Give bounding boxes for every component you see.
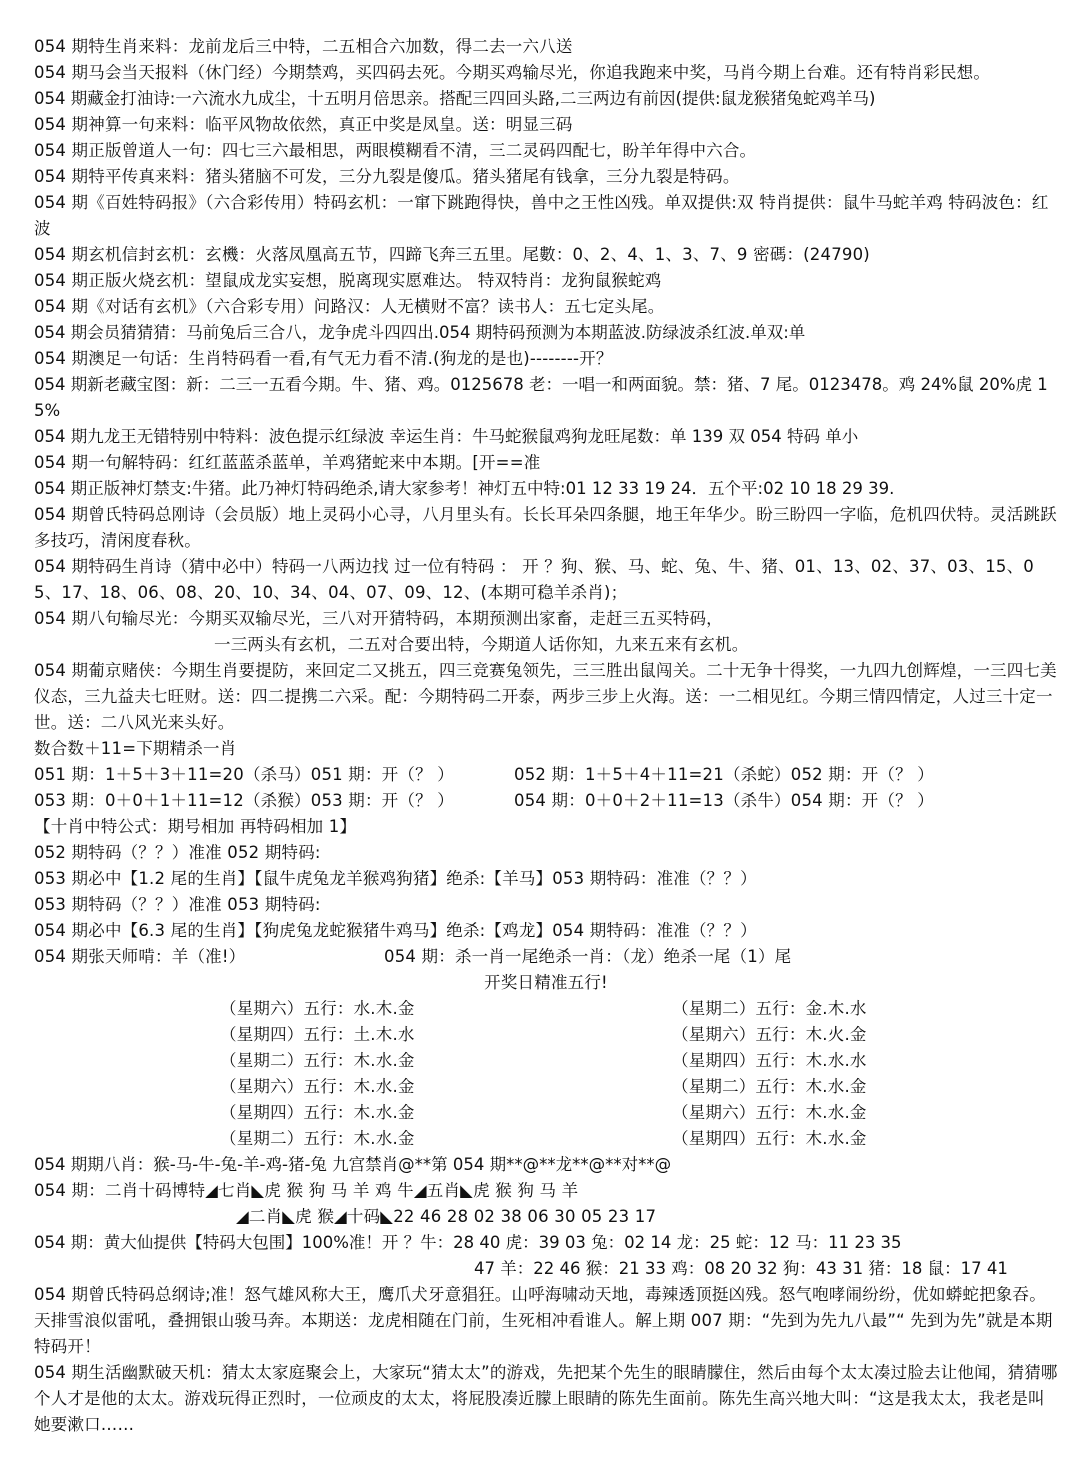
- text-line: 054 期特平传真来料：猪头猪脑不可发，三分九裂是傻瓜。猪头猪尾有钱拿，三分九裂是特码。: [34, 167, 740, 186]
- text-line: 054 期：黄大仙提供【特码大包围】100%准！开 ？牛：28 40 虎：39 03 兔：02 14 龙：25 蛇：12 马：11 23 35: [34, 1233, 902, 1252]
- text-line: ◢二肖◣虎 猴◢十码◣22 46 28 02 38 06 30 05 23 17: [236, 1207, 657, 1226]
- formula-cell: 053 期：0＋0＋1＋11=12（杀猴）053 期：开（？ ）: [34, 791, 454, 810]
- formula-cell: 052 期：1＋5＋4＋11=21（杀蛇）052 期：开（？ ）: [514, 765, 934, 784]
- text-line: 053 期特码（？？）准准 053 期特码:: [34, 895, 321, 914]
- text-line: 054 期《百姓特码报》（六合彩传用）特码玄机：一窜下跳跑得快，兽中之王性凶残。单双提供:双 特肖提供：鼠牛马蛇羊鸡 特码波色：红波: [34, 193, 1049, 238]
- text-line: 054 期必中【6.3 尾的生肖】【狗虎兔龙蛇猴猪牛鸡马】绝杀:【鸡龙】054 期特码：准准（？？）: [34, 921, 757, 940]
- formula-cell: 054 期：0＋0＋2＋11=13（杀牛）054 期：开（？ ）: [514, 791, 934, 810]
- text-line: 054 期九龙王无错特别中特料：波色提示红绿波 幸运生肖：牛马蛇猴鼠鸡狗龙旺尾数：单 139 双 054 特码 单小: [34, 427, 859, 446]
- wuxing-cell: （星期六）五行：木.火.金: [672, 1025, 867, 1044]
- text-line: 【十肖中特公式：期号相加 再特码相加 1】: [34, 817, 357, 836]
- wuxing-cell: （星期二）五行：金.木.水: [672, 999, 867, 1018]
- wuxing-cell: （星期二）五行：木.水.金: [220, 1051, 415, 1070]
- text-line: 052 期特码（？？）准准 052 期特码:: [34, 843, 321, 862]
- text-line: 054 期正版火烧玄机：望鼠成龙实妄想，脱离现实愿难达。 特双特肖：龙狗鼠猴蛇鸡: [34, 271, 662, 290]
- text-line: 054 期新老藏宝图：新：二三一五看今期。牛、猪、鸡。0125678 老：一唱一和两面貌。禁：猪、7 尾。0123478。鸡 24%鼠 20%虎 15%: [34, 375, 1048, 420]
- text-line: 054 期特码生肖诗（猜中必中）特码一八两边找 过一位有特码 ： 开 ？狗、猴、马、蛇、兔、牛、猪、01、13、02、37、03、15、05、17、18、06、08、20、10、34、04、07、09、12、(本期可稳羊杀肖)；: [34, 557, 1034, 602]
- wuxing-cell: （星期六）五行：木.水.金: [220, 1077, 415, 1096]
- formula-row: [34, 762, 1058, 788]
- text-line: 054 期神算一句来料：临平风物故依然，真正中奖是凤皇。送：明显三码: [34, 115, 573, 134]
- text-line: 054 期《对话有玄机》（六合彩专用）问路汉：人无横财不富？读书人：五七定头尾。: [34, 297, 665, 316]
- wuxing-cell: （星期二）五行：木.水.金: [672, 1077, 867, 1096]
- wuxing-cell: （星期四）五行：木.水.水: [672, 1051, 867, 1070]
- text-line: 47 羊：22 46 猴：21 33 鸡：08 20 32 狗：43 31 猪：18 鼠：17 41: [474, 1259, 1008, 1278]
- text-line: 054 期八句输尽光：今期买双输尽光，三八对开猜特码，本期预测出家畜，走赶三五买特码，: [34, 609, 723, 628]
- text-line: 054 期正版曾道人一句：四七三六最相思，两眼模糊看不清，三二灵码四配七，盼羊年得中六合。: [34, 141, 757, 160]
- text-line: 数合数＋11=下期精杀一肖: [34, 739, 237, 758]
- text-line: 054 期玄机信封玄机：玄機：火落凤凰高五节，四蹄飞奔三五里。尾數：0、2、4、1、3、7、9 密碼：(24790): [34, 245, 870, 264]
- formula-row: [34, 788, 1058, 814]
- text-line: 054 期期八肖：猴-马-牛-兔-羊-鸡-猪-兔 九宫禁肖@**第 054 期**@**龙**@**对**@: [34, 1155, 672, 1174]
- wuxing-cell: （星期二）五行：木.水.金: [220, 1129, 415, 1148]
- wuxing-grid: [34, 996, 1058, 1152]
- text-line: 054 期一句解特码：红红蓝蓝杀蓝单，羊鸡猪蛇来中本期。[开==准: [34, 453, 541, 472]
- zhang-left: 054 期张天师啃：羊（准!）: [34, 947, 246, 966]
- wuxing-cell: （星期六）五行：木.水.金: [672, 1103, 867, 1122]
- text-line: 054 期特生肖来料：龙前龙后三中特，二五相合六加数，得二去一六八送: [34, 37, 573, 56]
- text-line: 054 期曾氏特码总纲诗;准！怒气雄风称大王，鹰爪犬牙意猖狂。山呼海啸动天地，毒辣透顶挺凶残。怒气咆哮闹纷纷，优如蟒蛇把象吞。天排雪浪似雷吼，叠拥银山骏马奔。本期送：龙虎相随在门前，生死相冲看谁人。解上期 007 期：“先到为先九八最”“ 先到为先”就是本期特码开！: [34, 1285, 1053, 1356]
- text-line: 053 期必中【1.2 尾的生肖】【鼠牛虎兔龙羊猴鸡狗猪】绝杀:【羊马】053 期特码：准准（？？）: [34, 869, 757, 888]
- wuxing-cell: （星期四）五行：木.水.金: [672, 1129, 867, 1148]
- text-line: 一三两头有玄机，二五对合要出特，今期道人话你知，九来五来有玄机。: [214, 635, 749, 654]
- text-line: 054 期曾氏特码总刚诗（会员版）地上灵码小心寻，八月里头有。长长耳朵四条腿，地王年华少。盼三盼四一字临，危机四伏特。灵活跳跃多技巧，清闲度春秋。: [34, 505, 1057, 550]
- wuxing-cell: （星期四）五行：土.木.水: [220, 1025, 415, 1044]
- wuxing-cell: （星期六）五行：水.木.金: [220, 999, 415, 1018]
- text-line: 054 期藏金打油诗:一六流水九成尘，十五明月倍思亲。搭配三四回头路,二三两边有前因(提供:鼠龙猴猪兔蛇鸡羊马): [34, 89, 876, 108]
- text-line: 054 期澳足一句话：生肖特码看一看,有气无力看不清.(狗龙的是也)--------开？: [34, 349, 613, 368]
- text-line: 054 期正版神灯禁支:牛猪。此乃神灯特码绝杀,请大家参考！神灯五中特:01 12 33 19 24．五个平:02 10 18 29 39.: [34, 479, 895, 498]
- text-line: 054 期马会当天报料（休门经）今期禁鸡，买四码去死。今期买鸡输尽光，你追我跑来中奖，马肖今期上台难。还有特肖彩民想。: [34, 63, 991, 82]
- zhang-row: [34, 944, 1058, 970]
- text-line: 054 期生活幽默破天机：猜太太家庭聚会上，大家玩“猜太太”的游戏，先把某个先生的眼睛朦住，然后由每个太太凑过脸去让他闻，猜猜哪个人才是他的太太。游戏玩得正烈时，一位顽皮的太太，将屁股凑近朦上眼睛的陈先生面前。陈先生高兴地大叫：“这是我太太，我老是叫她要漱口……: [34, 1363, 1058, 1434]
- formula-cell: 051 期：1＋5＋3＋11=20（杀马）051 期：开（？ ）: [34, 765, 454, 784]
- text-line: 054 期会员猜猜猜：马前兔后三合八，龙争虎斗四四出.054 期特码预测为本期蓝波.防绿波杀红波.单双:单: [34, 323, 806, 342]
- wuxing-cell: （星期四）五行：木.水.金: [220, 1103, 415, 1122]
- zhang-right: 054 期：杀一肖一尾绝杀一肖：（龙）绝杀一尾（1）尾: [384, 947, 792, 966]
- text-line: 054 期葡京赌侠：今期生肖要提防，来回定二又挑五，四三竞赛兔领先，三三胜出鼠闯关。二十无争十得奖，一九四九创辉煌，一三四七美仪态，三九益夫七旺财。送：四二提携二六采。配：今期特码二开泰，两步三步上火海。送：一二相见红。今期三情四情定，人过三十定一世。送：二八风光来头好。: [34, 661, 1057, 732]
- text-line: 054 期：二肖十码博特◢七肖◣虎 猴 狗 马 羊 鸡 牛◢五肖◣虎 猴 狗 马 羊: [34, 1181, 579, 1200]
- wuxing-title: 开奖日精准五行!: [484, 973, 608, 992]
